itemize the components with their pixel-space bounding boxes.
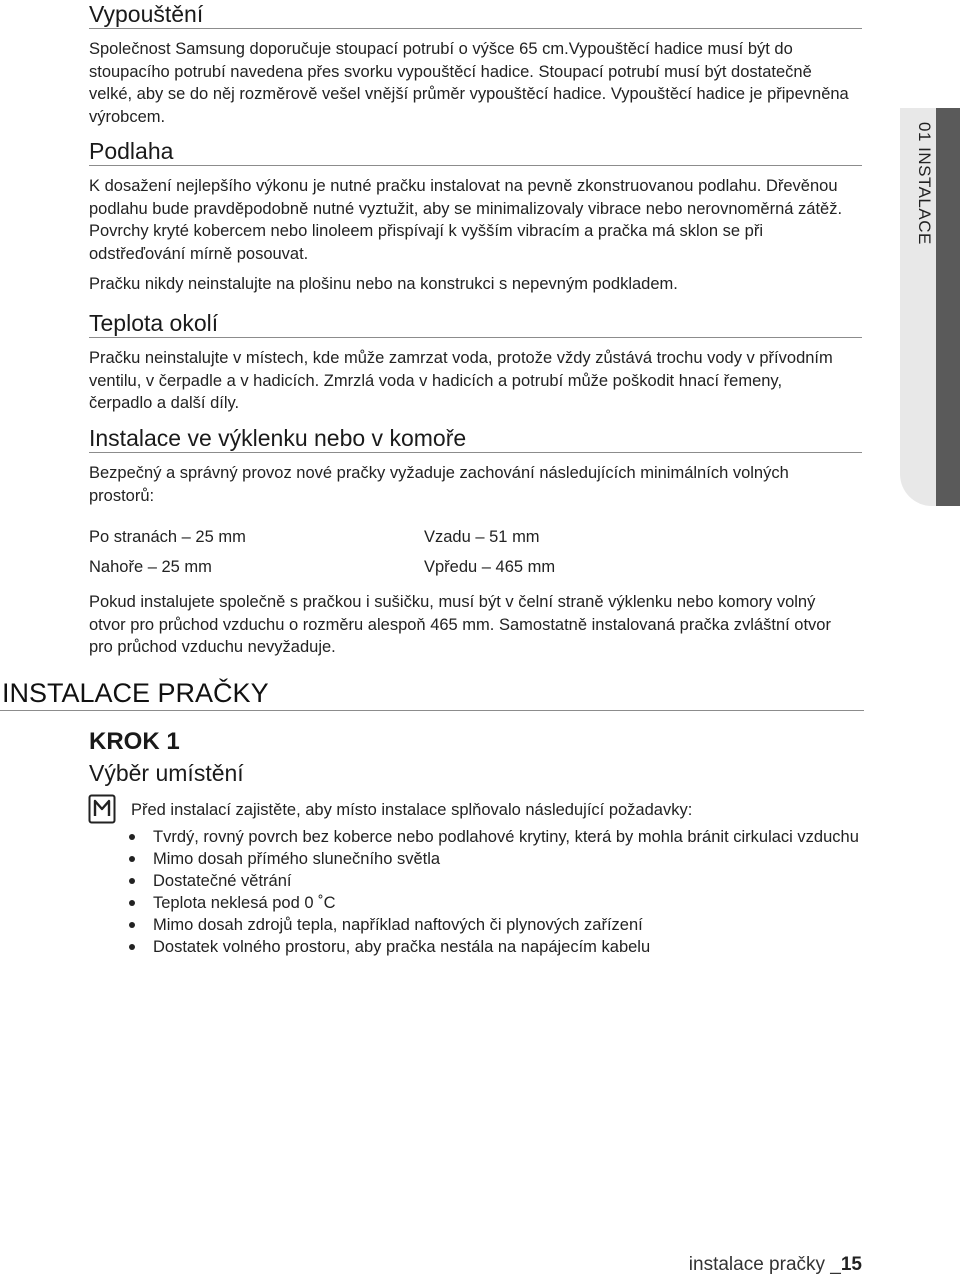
- list-item: Mimo dosah přímého slunečního světla: [126, 848, 866, 870]
- tab-dark-strip: [936, 108, 960, 506]
- clearance-top: Nahoře – 25 mm: [89, 558, 212, 576]
- note-pencil-icon: [88, 794, 116, 824]
- clearance-back: Vzadu – 51 mm: [424, 528, 540, 546]
- heading-podlaha: Podlaha: [89, 137, 862, 166]
- page-number: 15: [840, 1254, 862, 1275]
- clearance-front: Vpředu – 465 mm: [424, 558, 556, 576]
- heading-vypousteni: Vypouštění: [89, 0, 862, 29]
- page-footer: [689, 1254, 862, 1276]
- paragraph-vyklenek-2: [89, 591, 849, 659]
- vyklenek-text-1: Bezpečný a správný provoz nové pračky vyžaduje zachování následujících minimálních volných prostorů:: [89, 464, 789, 505]
- heading-vyklenek: Instalace ve výklenku nebo v komoře: [89, 424, 862, 453]
- paragraph-vyklenek-1: [89, 462, 849, 507]
- podlaha-text-1: K dosažení nejlepšího výkonu je nutné pračku instalovat na pevně zkonstruovanou podlahu. Dřevěnou podlahu bude pravděpodobně nutné vyztužit, aby se minimalizovaly vibrace nebo nerovnoměrná zátěž. Povrchy kryté kobercem nebo linoleem přispívají k vyšším vibracím a pračka má sklon se při odstřeďování mírně posouvat.: [89, 177, 843, 263]
- vyklenek-text-2: Pokud instalujete společně s pračkou i sušičku, musí být v čelní straně výklenku nebo komory volný otvor pro průchod vzduchu o rozměru alespoň 465 mm. Samostatně instalovaná pračka zvláštní otvor pro průchod vzduchu nevyžaduje.: [89, 593, 831, 656]
- chapter-side-tab: [900, 108, 960, 506]
- note-text: Před instalací zajistěte, aby místo instalace splňovalo následující požadavky:: [131, 801, 693, 819]
- podlaha-text-2: Pračku nikdy neinstalujte na plošinu nebo na konstrukci s nepevným podkladem.: [89, 275, 678, 293]
- paragraph-teplota: [89, 347, 849, 415]
- vypousteni-text: Společnost Samsung doporučuje stoupací potrubí o výšce 65 cm.Vypouštěcí hadice musí být do stoupacího potrubí navedena přes svorku vypouštěcí hadice. Stoupací potrubí musí být dostatečně velké, aby se do něj rozměrově vešel vnější průměr vypouštěcí hadice. Vypouštěcí hadice je připevněna výrobcem.: [89, 40, 849, 126]
- section-title-instalace-pracky: INSTALACE PRAČKY: [0, 676, 864, 711]
- step-title: Výběr umístění: [89, 760, 244, 786]
- chapter-tab-label: 01 INSTALACE: [915, 122, 934, 245]
- clearance-sides: Po stranách – 25 mm: [89, 528, 246, 546]
- teplota-text: Pračku neinstalujte v místech, kde může zamrzat voda, protože vždy zůstává trochu vody v přívodním ventilu, v čerpadle a v hadicích. Zmrzlá voda v hadicích a potrubí může poškodit hnací řemeny, čerpadlo a další díly.: [89, 349, 833, 412]
- list-item: Dostatek volného prostoru, aby pračka nestála na napájecím kabelu: [126, 936, 866, 958]
- requirements-list: [126, 826, 866, 958]
- paragraph-vypousteni: [89, 38, 849, 128]
- step-number: KROK 1: [89, 728, 180, 755]
- footer-text: instalace pračky _: [688, 1254, 841, 1275]
- list-item: Mimo dosah zdrojů tepla, například naftových či plynových zařízení: [126, 914, 866, 936]
- list-item: Tvrdý, rovný povrch bez koberce nebo podlahové krytiny, která by mohla bránit cirkulaci vzduchu: [126, 826, 866, 848]
- list-item: Teplota neklesá pod 0 ˚C: [126, 892, 866, 914]
- heading-teplota: Teplota okolí: [89, 309, 862, 338]
- paragraph-podlaha: [89, 175, 849, 296]
- list-item: Dostatečné větrání: [126, 870, 866, 892]
